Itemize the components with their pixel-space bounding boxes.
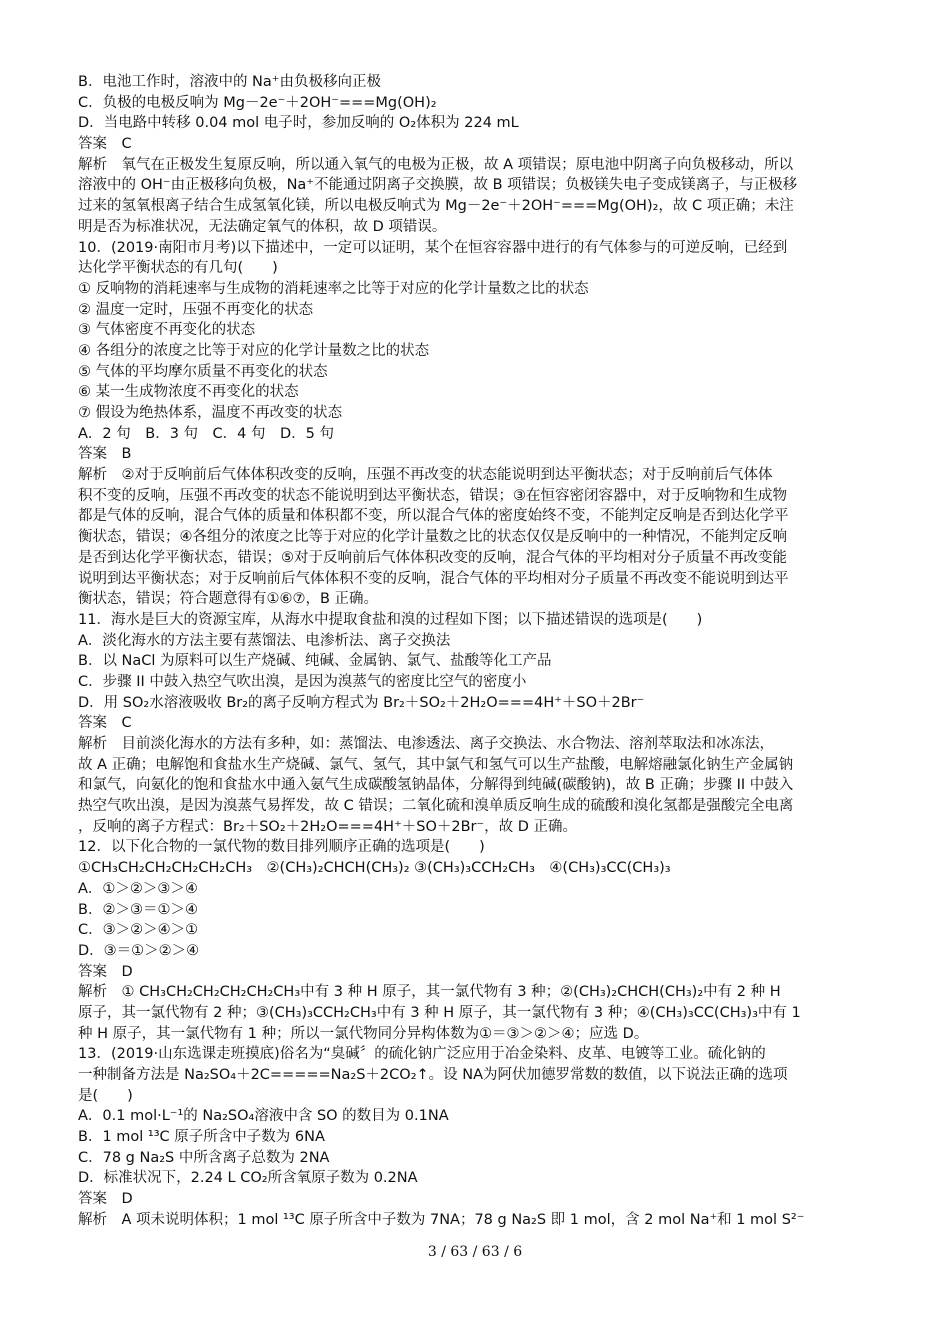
text-line: D．标准状况下，2.24 L CO₂所含氧原子数为 0.2NA — [78, 1170, 418, 1187]
text-line: 明是否为标准状况，无法确定氧气的体积，故 D 项错误。 — [78, 218, 447, 235]
text-line: 是否到达化学平衡状态，错误；⑤对于反响前后气体体积改变的反响，混合气体的平均相对分子质量不再改变能 — [78, 549, 787, 566]
text-line: B．电池工作时，溶液中的 Na⁺由负极移向正极 — [78, 74, 381, 90]
text-line: A．①＞②＞③＞④ — [78, 880, 198, 897]
text-line: 解析 ②对于反响前后气体体积改变的反响，压强不再改变的状态能说明到达平衡状态；对于反响前后气体体 — [78, 467, 773, 484]
text-line: A．淡化海水的方法主要有蒸馏法、电渗析法、离子交换法 — [78, 632, 451, 649]
text-line: ⑥ 某一生成物浓度不再变化的状态 — [78, 384, 299, 401]
text-line: ① 反响物的消耗速率与生成物的消耗速率之比等于对应的化学计量数之比的状态 — [78, 280, 589, 297]
text-line: 11．海水是巨大的资源宝库，从海水中提取食盐和溴的过程如下图；以下描述错误的选项是( ) — [78, 611, 703, 628]
text-line: ④ 各组分的浓度之比等于对应的化学计量数之比的状态 — [78, 342, 430, 359]
text-line: 衡状态，错误；④各组分的浓度之比等于对应的化学计量数之比的状态仅仅是反响中的一种情况，不能判定反响 — [78, 529, 787, 546]
text-line: ，反响的离子方程式：Br₂＋SO₂＋2H₂O===4H⁺＋SO＋2Br⁻，故 D 正确。 — [78, 818, 578, 835]
text-line: 溶液中的 OH⁻由正极移向负极，Na⁺不能通过阴离子交换膜，故 B 项错误；负极镁失电子变成镁离子，与正极移 — [78, 177, 798, 194]
text-line: C．③＞②＞④＞① — [78, 922, 199, 939]
text-line: 答案 D — [78, 963, 133, 980]
text-line: 答案 C — [78, 136, 132, 153]
text-line: 答案 B — [78, 446, 132, 463]
text-line: ⑦ 假设为绝热体系，温度不再改变的状态 — [78, 405, 343, 421]
document-body — [78, 72, 886, 1231]
text-line: 解析 ① CH₃CH₂CH₂CH₂CH₂CH₃中有 3 种 H 原子，其一氯代物有 3 种；②(CH₃)₂CHCH(CH₃)₂中有 2 种 H — [78, 984, 781, 1001]
text-line: 解析 A 项未说明体积；1 mol ¹³C 原子所含中子数为 7NA；78 g Na₂S 即 1 mol，含 2 mol Na⁺和 1 mol S²⁻ — [78, 1211, 805, 1228]
text-line: 积不变的反响，压强不再改变的状态不能说明到达平衡状态，错误；③在恒容密闭容器中，对于反响物和生成物 — [78, 487, 787, 504]
text-line: ② 温度一定时，压强不再变化的状态 — [78, 301, 314, 318]
text-line: 过来的氢氧根离子结合生成氢氧化镁，所以电极反响式为 Mg－2e⁻＋2OH⁻===Mg(OH)₂，故 C 项正确；未注 — [78, 198, 794, 215]
page-footer: 3 / 63 / 63 / 6 — [427, 1244, 523, 1260]
text-line: 解析 目前淡化海水的方法有多种，如：蒸馏法、电渗透法、离子交换法、水合物法、溶剂萃取法和冰冻法， — [78, 736, 774, 752]
text-line: C．78 g Na₂S 中所含离子总数为 2NA — [78, 1149, 330, 1166]
text-line: ①CH₃CH₂CH₂CH₂CH₂CH₃ ②(CH₃)₂CHCH(CH₃)₂ ③(CH₃)₃CCH₂CH₃ ④(CH₃)₃CC(CH₃)₃ — [78, 860, 671, 877]
text-line: C．步骤 II 中鼓入热空气吹出溴，是因为溴蒸气的密度比空气的密度小 — [78, 673, 527, 690]
text-line: B．以 NaCl 为原料可以生产烧碱、纯碱、金属钠、氯气、盐酸等化工产品 — [78, 653, 552, 670]
text-line: B．②＞③＝①＞④ — [78, 901, 198, 918]
text-line: D．③＝①＞②＞④ — [78, 942, 200, 959]
text-line: A．2 句 B．3 句 C．4 句 D．5 句 — [78, 425, 334, 442]
text-line: 一种制备方法是 Na₂SO₄＋2C=====Na₂S＋2CO₂↑。设 NA为阿伏加德罗常数的数值，以下说法正确的选项 — [78, 1067, 788, 1083]
text-line: 和氯气，向氨化的饱和食盐水中通入氨气生成碳酸氢钠晶体，分解得到纯碱(碳酸钠)，故 B 正确；步骤 II 中鼓入 — [78, 777, 794, 794]
text-line: 12．以下化合物的一氯代物的数目排列顺序正确的选项是( ) — [78, 839, 485, 856]
text-line: 达化学平衡状态的有几句( ) — [78, 260, 278, 277]
text-line: 都是气体的反响，混合气体的质量和体积都不变，所以混合气体的密度始终不变，不能判定反响是否到达化学平 — [78, 508, 789, 525]
text-line: B．1 mol ¹³C 原子所含中子数为 6NA — [78, 1129, 325, 1146]
text-line: D．用 SO₂水溶液吸收 Br₂的离子反响方程式为 Br₂＋SO₂＋2H₂O===4H⁺＋SO＋2Br⁻ — [78, 694, 645, 711]
text-line: D．当电路中转移 0.04 mol 电子时，参加反响的 O₂体积为 224 mL — [78, 115, 519, 132]
text-line: A．0.1 mol·L⁻¹的 Na₂SO₄溶液中含 SO 的数目为 0.1NA — [78, 1108, 449, 1125]
text-line: C．负极的电极反响为 Mg－2e⁻＋2OH⁻===Mg(OH)₂ — [78, 94, 437, 111]
text-line: 故 A 正确；电解饱和食盐水生产烧碱、氯气、氢气，其中氯气和氢气可以生产盐酸，电解熔融氯化钠生产金属钠 — [78, 756, 794, 773]
text-line: 答案 C — [78, 715, 132, 732]
text-line: 热空气吹出溴，是因为溴蒸气易挥发，故 C 错误；二氧化硫和溴单质反响生成的硫酸和溴化氢都是强酸完全电离 — [78, 798, 794, 815]
text-line: 13．(2019·山东选课走班摸底)俗名为“臭碱〞的硫化钠广泛应用于冶金染料、皮革、电镀等工业。硫化钠的 — [78, 1046, 766, 1063]
text-line: 种 H 原子，其一氯代物有 1 种；所以一氯代物同分异构体数为①＝③＞②＞④；应选 D。 — [78, 1025, 649, 1042]
text-line: ⑤ 气体的平均摩尔质量不再变化的状态 — [78, 363, 328, 380]
text-line: 说明到达平衡状态；对于反响前后气体体积不变的反响，混合气体的平均相对分子质量不再改变不能说明到达平 — [78, 570, 789, 587]
text-line: 原子，其一氯代物有 2 种；③(CH₃)₃CCH₂CH₃中有 3 种 H 原子，其一氯代物有 3 种；④(CH₃)₃CC(CH₃)₃中有 1 — [78, 1004, 801, 1021]
text-line: 是( ) — [78, 1087, 133, 1104]
text-line: 衡状态，错误；符合题意得有①⑥⑦，B 正确。 — [78, 591, 379, 608]
text-line: 答案 D — [78, 1191, 133, 1208]
text-line: 10．(2019·南阳市月考)以下描述中，一定可以证明，某个在恒容容器中进行的有气体参与的可逆反响，已经到 — [78, 239, 788, 256]
text-line: 解析 氧气在正极发生复原反响，所以通入氧气的电极为正极，故 A 项错误；原电池中阴离子向负极移动，所以 — [78, 156, 794, 173]
text-line: ③ 气体密度不再变化的状态 — [78, 322, 256, 339]
